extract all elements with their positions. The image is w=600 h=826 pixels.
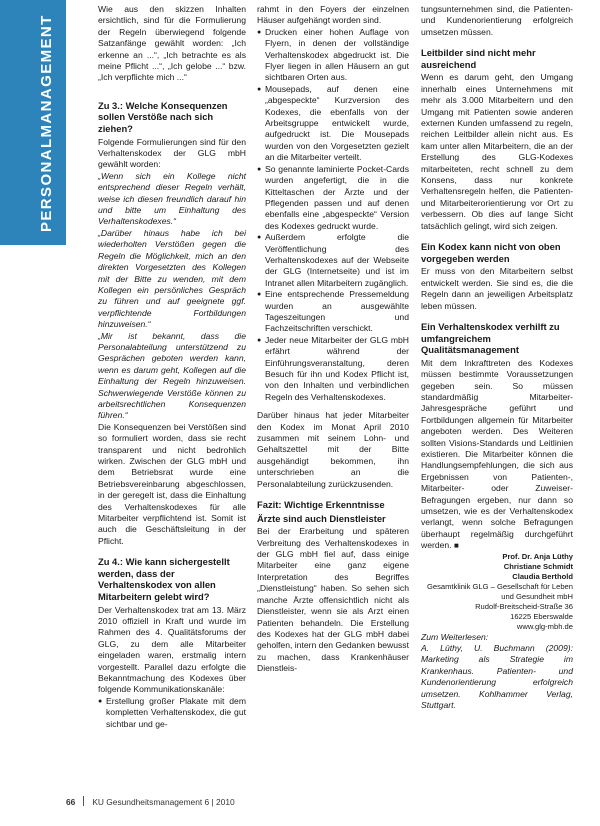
bullet-item: ● Jeder neue Mitarbeiter der GLG mbH erfährt während der Einführungsveranstaltung, deren Besuch für ihn und Kodex Pflicht ist, von den Inhalten und verbindlichen Regeln des Verhaltenskodexes. <box>257 335 409 403</box>
paragraph-text: Mit dem Inkrafttreten des Kodexes müssen bestimmte Voraussetzungen gegeben sein. So müssen standardmäßig Mitarbeiter-Jahresgespräche geführt und Fortbildungen allgemein für Mitarbeiter angeboten werden. Des Weiteren sollten Visions-Standards und Leitlinien existieren. Die Mitarbeiter können die Handlungsempfehlungen, die sich aus Ergebnissen von Patienten-, Mitarbeiter- oder Zuweiser-Befragungen ergeben, nur dann so umsetzen, wie es der Verhaltenskodex verlangt, wenn solche Befragungen überhaupt regelmäßig durchgeführt werden. <box>421 357 573 551</box>
journal-name: KU Gesundheitsmanagement 6 | 2010 <box>92 797 235 807</box>
author-name: Claudia Berthold <box>512 571 573 581</box>
subheading: Ein Kodex kann nicht von oben vorgegeben werden <box>421 241 561 264</box>
author-name: Prof. Dr. Anja Lüthy <box>502 551 573 561</box>
paragraph: rahmt in den Foyers der einzelnen Häuser aufgehängt worden sind. <box>257 4 409 26</box>
reference: A. Lüthy, U. Buchmann (2009): Marketing als Strategie im Krankenhaus. Patienten- und Kundenorientierung erfolgreich umsetzen. Kohlhammer Verlag, Stuttgart. <box>421 643 573 711</box>
paragraph: Er muss von den Mitarbeitern selbst entwickelt werden. Sie sind es, die die Regeln dann an jeweiligen Arbeitsplatz leben müssen. <box>421 266 573 311</box>
paragraph: Die Konsequenzen bei Verstößen sind so formuliert worden, dass sie recht transparent und nicht bedrohlich wirken. Zwischen der GLG mbH und dem Betriebsrat wurde eine Betriebsvereinbarung abgeschlossen, in der geregelt ist, dass die Einhaltung des Verhaltenskodexes für alle Mitarbeiter verpflichtend ist. Somit ist auch die Geschäftsleitung in der Pflicht. <box>98 421 246 546</box>
section-label: PERSONALMANAGEMENT <box>38 14 55 232</box>
paragraph: tungsunternehmen sind, die Patienten- und Kundenorientierung erfolgreich umsetzen müssen. <box>421 4 573 37</box>
website: www.glg-mbh.de <box>516 621 573 631</box>
footer-divider <box>83 796 84 806</box>
column-3 <box>421 4 573 711</box>
quote: „Darüber hinaus habe ich bei wiederholten Verstößen gegen die Regeln die Möglichkeit, mich an den direkten Vorgesetzten des Kollegen mit der Bitte zu wenden, mit dem Kollegen ein persönliches Gespräch zu führen und auf geeignete ggf. verpflichtende Fortbildungen hinzuweisen.“ <box>98 227 246 330</box>
paragraph: Wie aus den skizzen Inhalten ersichtlich, sind für die Formulierung der Regeln überwiegend folgende Satzanfänge gewählt worden: „Ich erkenne an ...“, „Ich betrachte es als meine Pflicht ...“, „Ich gelobe ...“ bzw. „Ich verpflichte mich ...“ <box>98 4 246 83</box>
page-footer <box>66 796 235 807</box>
paragraph: Der Verhaltenskodex trat am 13. März 2010 offiziell in Kraft und wurde im Rahmen des 4. Qualitätsforums der GLG, zu dem alle Mitarbeiter eingeladen waren, erstmalig intern vorgestellt. Parallel dazu erfolgte die Bekanntmachung des Kodexes über folgende Kommunikationskanäle: <box>98 604 246 695</box>
bullet-item: ● Außerdem erfolgte die Veröffentlichung des Verhaltenskodexes auf der Webseite der GLG (Internetseite) und ist im Intranet allen Mitarbeitern zugänglich. <box>257 232 409 289</box>
page-number: 66 <box>66 797 76 807</box>
affiliation: Gesamtklinik GLG – Gesellschaft für Leben <box>426 581 573 591</box>
bullet-list <box>257 27 409 403</box>
paragraph: Wenn es darum geht, den Umgang innerhalb eines Unternehmens mit mehr als 3.000 Mitarbeitern und den Umgang mit Patienten sowie anderen externen Kunden umfassend zu regeln, reichen Leitbilder allein nicht aus. Es kam unter allen Mitarbeitern, die an der Erstellung des GLG-Kodexes mitarbeiteten, recht schnell zu dem Konsens, dass nur konkrete Verhaltensregeln helfen, die Patienten- und Mitarbeiterorientierung vor Ort zu verbessern. Ob dies auf lange Sicht tatsächlich gelingt, wird sich zeigen. <box>421 72 573 231</box>
quote: „Wenn sich ein Kollege nicht entsprechend dieser Regeln verhält, weise ich diesen freundlich darauf hin und bitte um Einhaltung des Verhaltenskodexes.“ <box>98 170 246 227</box>
subheading: Fazit: Wichtige Erkenntnisse <box>257 499 385 511</box>
bullet-item: ● Erstellung großer Plakate mit dem kompletten Verhaltenskodex, die gut sichtbar und ge- <box>98 696 246 730</box>
column-2 <box>257 4 409 675</box>
author-signature <box>421 552 573 632</box>
paragraph: Darüber hinaus hat jeder Mitarbeiter den Kodex im Monat April 2010 zusammen mit seinem Lohn- und Gehaltszettel mit der Bitte ausgehändigt bekommen, ihn unterschrieben an die Personalabteilung zurückzusenden. <box>257 410 409 489</box>
bullet-item: ● Drucken einer hohen Auflage von Flyern, in denen der vollständige Verhaltenskodex abgedruckt ist. Die Flyer liegen in allen Häusern an gut sichtbaren Orten aus. <box>257 27 409 84</box>
end-mark: ■ <box>453 541 459 551</box>
subheading: Ärzte sind auch Dienstleister <box>257 512 386 524</box>
paragraph: Bei der Erarbeitung und späteren Verbreitung des Verhaltenskodexes in der GLG mbH fiel auf, dass einige Mitarbeiter eine ganz eigene Interpretation des Begriffes „Dienstleistung“ haben. So sehen sich manche Ärzte offensichtlich nicht als Dienstleister, wenn sie als Arzt einen Patienten behandeln. Die Erstellung des Kodexes hat der GLG mbH dabei geholfen, intern den Gedanken bewusst zu machen, dass Krankenhäuser Dienstleis- <box>257 526 409 674</box>
bullet-item: ● Mousepads, auf denen eine „abgespeckte“ Kurzversion des Kodexes, die ebenfalls von der Arbeitsgruppe entwickelt wurde, aufgedruckt ist. Die Mousepads wurden von den Vorgesetzten gezielt an die Mitarbeiter verteilt. <box>257 84 409 164</box>
author-name: Christiane Schmidt <box>503 561 573 571</box>
address: Rudolf-Breitscheid-Straße 36 <box>475 601 573 611</box>
bullet-list <box>98 696 246 730</box>
subheading: Zu 3.: Welche Konsequenzen sollen Verstöße nach sich ziehen? <box>98 99 228 135</box>
paragraph <box>421 358 573 552</box>
section-tab <box>0 0 66 245</box>
further-reading-heading: Zum Weiterlesen: <box>421 631 489 642</box>
subheading: Zu 4.: Wie kann sichergestellt werden, dass der Verhaltenskodex von allen Mitarbeitern gelebt wird? <box>98 556 230 603</box>
affiliation: und Gesundheit mbH <box>501 591 573 601</box>
paragraph: Folgende Formulierungen sind für den Verhaltenskodex der GLG mbH gewählt worden: <box>98 136 246 170</box>
address: 16225 Eberswalde <box>510 611 573 621</box>
quote: „Mir ist bekannt, dass die Personalabteilung unterstützend zu Gesprächen geboten werden kann, wenn es darum geht, Kollegen auf die Einhaltung der Regeln hinzuweisen. Schwerwiegende Verstöße können zu arbeitsrechtlichen Konsequenzen führen.“ <box>98 330 246 421</box>
column-1 <box>98 4 246 730</box>
subheading: Ein Verhaltenskodex verhilft zu umfangreichem Qualitätsmanagement <box>421 320 560 356</box>
bullet-item: ● Eine entsprechende Pressemeldung wurden an ausgewählte Tageszeitungen und Fachzeitschriften verschickt. <box>257 289 409 335</box>
bullet-item: ● So genannte laminierte Pocket-Cards wurden angefertigt, die in die Kitteltaschen der Ärzte und der Pflegenden passen und auf denen ebenfalls eine „abgespeckte“ Version des Kodexes gedruckt wurde. <box>257 164 409 232</box>
subheading: Leitbilder sind nicht mehr ausreichend <box>421 47 536 70</box>
